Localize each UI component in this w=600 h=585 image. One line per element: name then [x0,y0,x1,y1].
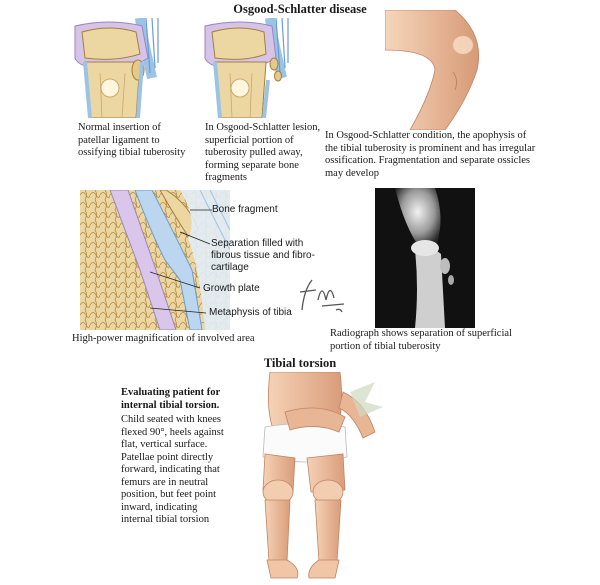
label-bone-fragment: Bone fragment [212,204,278,215]
radiograph-image [375,188,475,328]
caption-knee: In Osgood-Schlatter condition, the apophysis of the tibial tuberosity is prominent and has irregular ossification. Fragmentation and separate ossicles may develop [325,130,536,179]
label-growth-plate: Growth plate [203,283,260,294]
torsion-body: Child seated with knees flexed 90°, heels against flat, vertical surface. Patellae point directly forward, indicating that femurs are in neutral position, but feet point inward, indicating internal tibial torsion [121,414,224,525]
knee-illustration [385,10,495,130]
caption-radiograph: Radiograph shows separation of superficial portion of tibial tuberosity [330,328,512,352]
label-metaphysis: Metaphysis of tibia [209,307,292,318]
osgood-title: Osgood-Schlatter disease [233,2,367,16]
normal-insertion-illustration [70,18,180,118]
lesion-illustration [200,18,310,118]
child-illustration [235,372,385,582]
caption-normal-insertion: Normal insertion of patellar ligament to ossifying tibial tuberosity [78,122,186,158]
torsion-heading: Evaluating patient for internal tibial torsion. [121,387,220,411]
caption-lesion: In Osgood-Schlatter lesion, superficial portion of tuberosity pulled away, forming separate bone fragments [205,122,321,183]
torsion-title: Tibial torsion [263,356,337,370]
label-separation: Separation filled with fibrous tissue and fibro-cartilage [211,238,315,273]
caption-magnification: High-power magnification of involved area [72,333,255,344]
netter-signature [292,270,352,320]
